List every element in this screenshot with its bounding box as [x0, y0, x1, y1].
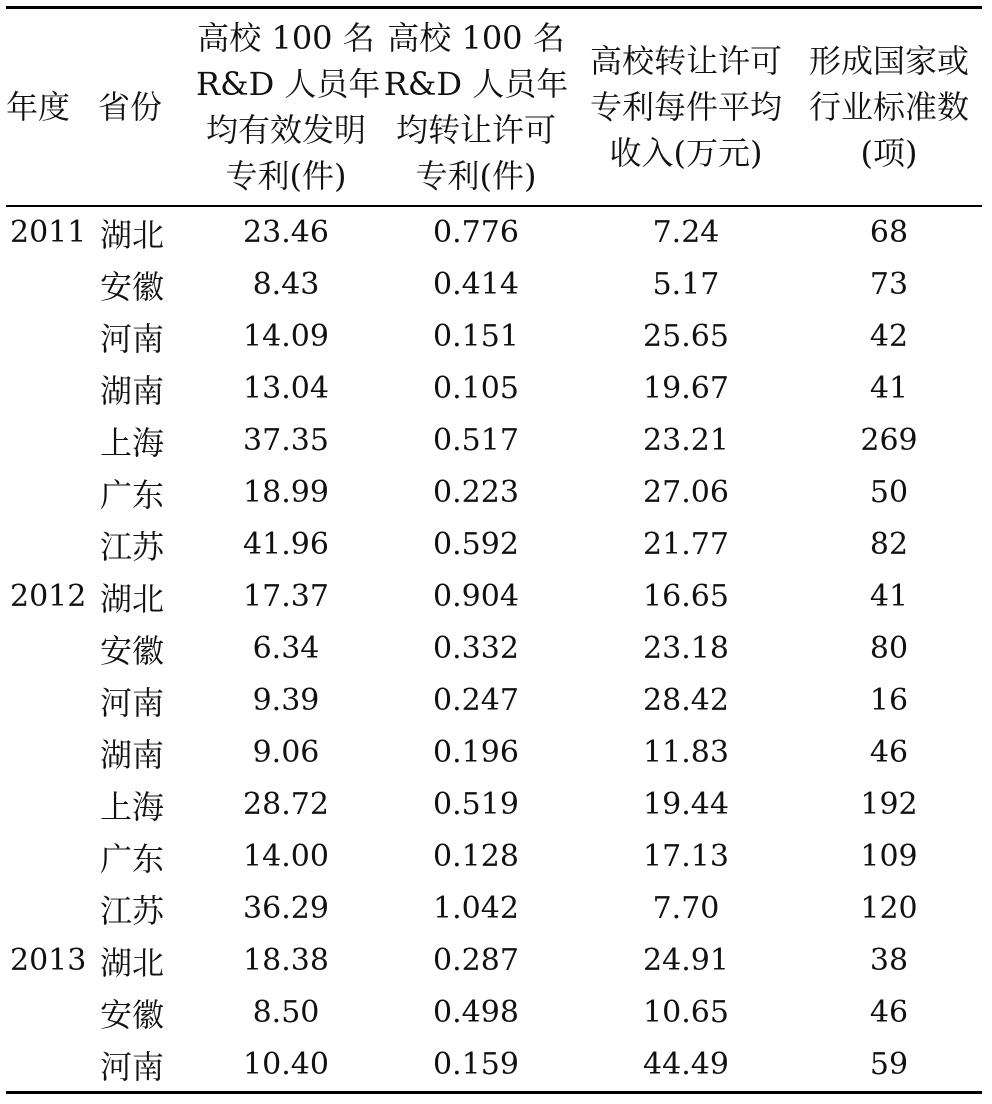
cell-valid-patents: 37.35 — [243, 423, 329, 458]
cell-province: 河南 — [100, 1047, 165, 1086]
cell-valid-patents: 14.00 — [243, 839, 329, 874]
cell-province: 安徽 — [100, 995, 165, 1034]
cell-standards: 68 — [869, 215, 909, 250]
table-row — [6, 311, 982, 363]
header-province: 省份 — [98, 88, 163, 126]
header-row — [6, 9, 982, 205]
cell-transfer-patents: 0.498 — [433, 995, 519, 1030]
cell-province: 江苏 — [100, 527, 165, 566]
cell-province: 河南 — [100, 319, 165, 358]
cell-transfer-patents: 0.151 — [433, 319, 519, 354]
table-row — [6, 883, 982, 935]
cell-avg-income: 44.49 — [643, 1047, 729, 1082]
cell-year — [6, 623, 98, 675]
cell-year — [6, 727, 98, 779]
table-row — [6, 467, 982, 519]
cell-avg-income: 23.18 — [643, 631, 729, 666]
cell-avg-income: 21.77 — [643, 527, 729, 562]
cell-province: 湖北 — [100, 215, 165, 254]
cell-valid-patents: 23.46 — [243, 215, 329, 250]
table-row — [6, 1039, 982, 1091]
cell-avg-income: 19.67 — [643, 371, 729, 406]
table-row — [6, 363, 982, 415]
header-year: 年度 — [6, 88, 71, 126]
cell-transfer-patents: 0.414 — [433, 267, 519, 302]
cell-valid-patents: 17.37 — [243, 579, 329, 614]
cell-valid-patents: 8.43 — [252, 267, 320, 302]
cell-valid-patents: 9.39 — [252, 683, 320, 718]
cell-valid-patents: 10.40 — [243, 1047, 329, 1082]
cell-year — [6, 467, 98, 519]
cell-province: 上海 — [100, 423, 165, 462]
cell-year: 2011 — [10, 215, 87, 250]
cell-standards: 38 — [869, 943, 909, 978]
header-col3-line: 专利每件平均 — [589, 88, 782, 126]
cell-valid-patents: 36.29 — [243, 891, 329, 926]
table-row — [6, 571, 982, 623]
cell-year: 2012 — [10, 579, 87, 614]
cell-valid-patents: 14.09 — [243, 319, 329, 354]
cell-province: 安徽 — [100, 631, 165, 670]
cell-province: 湖南 — [100, 371, 165, 410]
cell-province: 湖北 — [100, 943, 165, 982]
cell-transfer-patents: 0.287 — [433, 943, 519, 978]
cell-standards: 80 — [869, 631, 909, 666]
cell-transfer-patents: 0.904 — [433, 579, 519, 614]
cell-avg-income: 10.65 — [643, 995, 729, 1030]
cell-avg-income: 25.65 — [643, 319, 729, 354]
cell-transfer-patents: 0.105 — [433, 371, 519, 406]
table-row — [6, 779, 982, 831]
header-col2-line: 均转让许可 — [395, 111, 556, 149]
cell-year — [6, 311, 98, 363]
cell-year — [6, 779, 98, 831]
cell-province: 河南 — [100, 683, 165, 722]
cell-standards: 192 — [860, 787, 918, 822]
cell-avg-income: 5.17 — [652, 267, 720, 302]
cell-valid-patents: 18.99 — [243, 475, 329, 510]
cell-avg-income: 11.83 — [643, 735, 729, 770]
table-row — [6, 207, 982, 259]
cell-province: 广东 — [100, 475, 165, 514]
cell-year — [6, 259, 98, 311]
cell-transfer-patents: 0.776 — [433, 215, 519, 250]
cell-avg-income: 7.24 — [652, 215, 720, 250]
cell-standards: 41 — [869, 579, 909, 614]
cell-province: 湖南 — [100, 735, 165, 774]
cell-standards: 120 — [860, 891, 918, 926]
cell-avg-income: 23.21 — [643, 423, 729, 458]
header-col4 — [796, 9, 982, 205]
header-col3-line: 高校转让许可 — [589, 42, 782, 80]
cell-transfer-patents: 0.159 — [433, 1047, 519, 1082]
header-col2-line: 高校 100 名 — [387, 19, 565, 57]
bottom-rule — [6, 1091, 982, 1094]
cell-standards: 46 — [869, 995, 909, 1030]
cell-valid-patents: 6.34 — [252, 631, 320, 666]
table-row — [6, 259, 982, 311]
cell-province: 广东 — [100, 839, 165, 878]
table-row — [6, 935, 982, 987]
table-row — [6, 415, 982, 467]
cell-standards: 46 — [869, 735, 909, 770]
cell-year — [6, 831, 98, 883]
cell-avg-income: 19.44 — [643, 787, 729, 822]
table-row — [6, 831, 982, 883]
cell-valid-patents: 41.96 — [243, 527, 329, 562]
table-row — [6, 623, 982, 675]
cell-standards: 109 — [860, 839, 918, 874]
cell-transfer-patents: 0.519 — [433, 787, 519, 822]
cell-transfer-patents: 0.592 — [433, 527, 519, 562]
cell-year — [6, 1039, 98, 1091]
header-col4-line: 行业标准数 — [808, 88, 969, 126]
table-row — [6, 519, 982, 571]
header-col1 — [196, 9, 381, 205]
table-row — [6, 675, 982, 727]
cell-province: 江苏 — [100, 891, 165, 930]
header-col4-line: (项) — [860, 134, 918, 172]
cell-year: 2013 — [10, 943, 87, 978]
cell-standards: 16 — [869, 683, 909, 718]
cell-standards: 59 — [869, 1047, 909, 1082]
cell-year — [6, 519, 98, 571]
cell-avg-income: 27.06 — [643, 475, 729, 510]
cell-province: 安徽 — [100, 267, 165, 306]
cell-valid-patents: 9.06 — [252, 735, 320, 770]
cell-valid-patents: 8.50 — [252, 995, 320, 1030]
header-col2-line: 专利(件) — [415, 157, 537, 195]
header-col2-line: R&D 人员年 — [383, 65, 569, 103]
cell-year — [6, 675, 98, 727]
table-row — [6, 727, 982, 779]
cell-standards: 269 — [860, 423, 918, 458]
cell-standards: 41 — [869, 371, 909, 406]
cell-avg-income: 7.70 — [652, 891, 720, 926]
header-col3 — [576, 9, 796, 205]
patent-table-body — [6, 207, 982, 1091]
cell-standards: 82 — [869, 527, 909, 562]
cell-transfer-patents: 0.517 — [433, 423, 519, 458]
patent-table — [6, 9, 982, 205]
header-col1-line: 均有效发明 — [205, 111, 366, 149]
header-col1-line: R&D 人员年 — [196, 65, 381, 103]
cell-province: 湖北 — [100, 579, 165, 618]
cell-year — [6, 415, 98, 467]
header-col1-line: 专利(件) — [225, 157, 347, 195]
header-col1-line: 高校 100 名 — [197, 19, 375, 57]
cell-standards: 73 — [869, 267, 909, 302]
cell-transfer-patents: 0.128 — [433, 839, 519, 874]
data-table — [6, 6, 982, 1094]
cell-transfer-patents: 0.247 — [433, 683, 519, 718]
cell-avg-income: 24.91 — [643, 943, 729, 978]
cell-year — [6, 363, 98, 415]
cell-transfer-patents: 0.196 — [433, 735, 519, 770]
header-col4-line: 形成国家或 — [808, 42, 969, 80]
cell-valid-patents: 18.38 — [243, 943, 329, 978]
cell-transfer-patents: 1.042 — [433, 891, 519, 926]
cell-standards: 42 — [869, 319, 909, 354]
cell-valid-patents: 28.72 — [243, 787, 329, 822]
cell-year — [6, 883, 98, 935]
cell-transfer-patents: 0.223 — [433, 475, 519, 510]
cell-avg-income: 16.65 — [643, 579, 729, 614]
cell-province: 上海 — [100, 787, 165, 826]
cell-standards: 50 — [869, 475, 909, 510]
cell-transfer-patents: 0.332 — [433, 631, 519, 666]
header-col3-line: 收入(万元) — [609, 134, 763, 172]
cell-year — [6, 987, 98, 1039]
header-col2 — [376, 9, 576, 205]
table-row — [6, 987, 982, 1039]
cell-avg-income: 17.13 — [643, 839, 729, 874]
cell-valid-patents: 13.04 — [243, 371, 329, 406]
cell-avg-income: 28.42 — [643, 683, 729, 718]
